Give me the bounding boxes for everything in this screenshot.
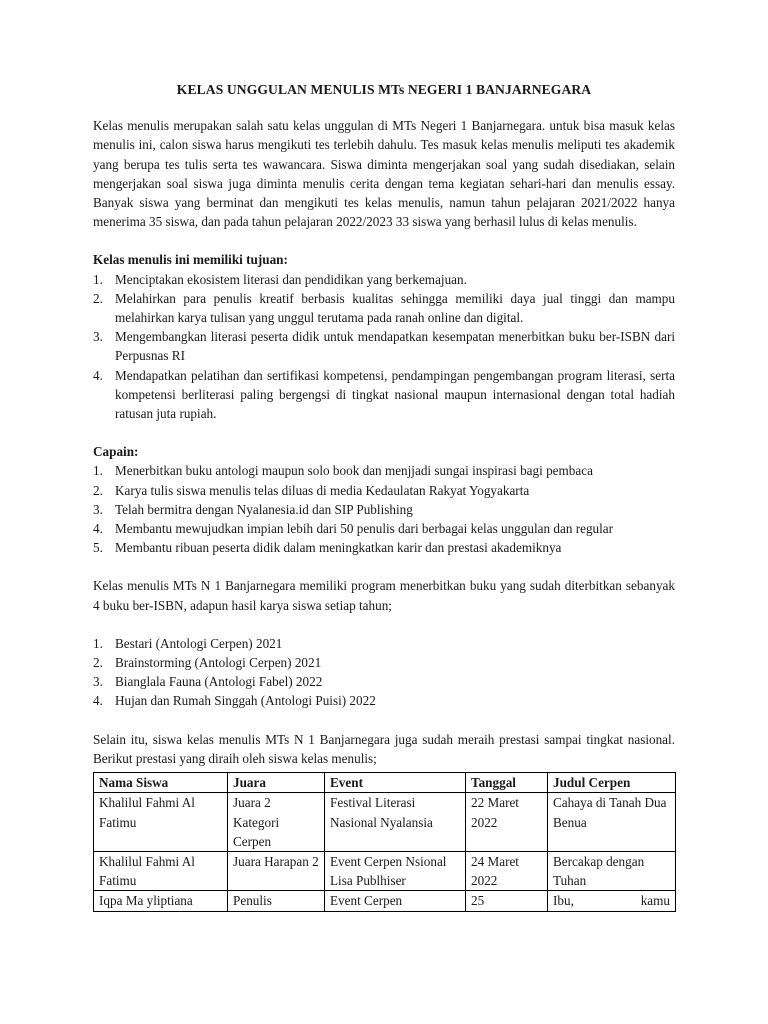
table-header-row [94,773,676,793]
table-cell: Festival Literasi Nasional Nyalansia [325,793,466,852]
capaian-list [93,461,675,557]
table-cell: 22 Maret 2022 [466,793,548,852]
table-row [94,793,676,852]
intro-paragraph: Kelas menulis merupakan salah satu kelas unggulan di MTs Negeri 1 Banjarnegara. untuk bisa masuk kelas menulis ini, calon siswa harus mengikuti tes terlebih dahulu. Tes masuk kelas menulis meliputi tes akademik yang berupa tes tulis serta tes wawancara. Siswa diminta mengerjakan soal yang sudah disediakan, selain mengerjakan soal siswa juga diminta menulis cerita dengan tema kegiatan sehari-hari dan menulis essay. Banyak siswa yang berminat dan mengikuti tes kelas menulis, namun tahun pelajaran 2021/2022 hanya menerima 35 siswa, dan pada tahun pelajaran 2022/2023 33 siswa yang berhasil lulus di kelas menulis. [93,118,675,230]
table-cell: Penulis [228,891,325,911]
list-item: 2. Karya tulis siswa menulis telas diluas di media Kedaulatan Rakyat Yogyakarta [93,482,530,498]
table-cell: 24 Maret 2022 [466,851,548,890]
table-cell: Iqpa Ma yliptiana [94,891,228,911]
list-item: 4. Membantu mewujudkan impian lebih dari 50 penulis dari berbagai kelas unggulan dan regular [93,521,614,537]
column-header: Tanggal [466,773,548,793]
table-cell: Bercakap dengan Tuhan [548,851,676,890]
column-header: Judul Cerpen [548,773,676,793]
column-header: Event [325,773,466,793]
table-cell: Juara 2 Kategori Cerpen [228,793,325,852]
capaian-heading: Capain: [93,444,139,460]
prestasi-table [93,772,676,911]
list-item: 1. Menerbitkan buku antologi maupun solo book dan menjjadi sungai inspirasi bagi pembaca [93,463,593,479]
column-header: Nama Siswa [94,773,228,793]
table-cell: 25 [466,891,548,911]
list-item: 1. Menciptakan ekosistem literasi dan pendidikan yang berkemajuan. [93,271,467,287]
table-cell: Ibu, kamu [548,891,676,911]
table-cell: Cahaya di Tanah Dua Benua [548,793,676,852]
list-item: 2. Melahirkan para penulis kreatif berbasis kualitas sehingga memiliki daya jual tinggi dan mampu melahirkan karya tulisan yang unggul terutama pada ranah online dan digital. [93,290,675,326]
list-item: 4. Mendapatkan pelatihan dan sertifikasi kompetensi, pendampingan pengembangan program literasi, serta kompetensi berliterasi paling bergengsi di tingkat nasional maupun internasional dengan total hadiah ratusan juta rupiah. [93,367,675,422]
table-cell: Event Cerpen Nsional Lisa Publhiser [325,851,466,890]
document-title: KELAS UNGGULAN MENULIS MTs NEGERI 1 BANJARNEGARA [176,82,592,97]
table-cell: Khalilul Fahmi Al Fatimu [94,851,228,890]
list-item: 5. Membantu ribuan peserta didik dalam meningkatkan karir dan prestasi akademiknya [93,540,562,556]
buku-list [93,634,675,711]
list-item: 3. Bianglala Fauna (Antologi Fabel) 2022 [93,674,323,690]
table-row [94,891,676,911]
list-item: 3. Mengembangkan literasi peserta didik untuk mendapatkan kesempatan menerbitkan buku ber-ISBN dari Perpusnas RI [93,329,675,364]
table-cell: Khalilul Fahmi Al Fatimu [94,793,228,852]
table-row [94,851,676,890]
tujuan-list [93,270,675,424]
tujuan-heading: Kelas menulis ini memiliki tujuan: [93,252,288,268]
list-item: 4. Hujan dan Rumah Singgah (Antologi Puisi) 2022 [93,693,376,709]
document-page [93,80,675,912]
table-cell: Event Cerpen [325,891,466,911]
list-item: 2. Brainstorming (Antologi Cerpen) 2021 [93,655,322,671]
list-item: 1. Bestari (Antologi Cerpen) 2021 [93,635,283,651]
list-item: 3. Telah bermitra dengan Nyalanesia.id dan SIP Publishing [93,501,413,517]
column-header: Juara [228,773,325,793]
prestasi-paragraph: Selain itu, siswa kelas menulis MTs N 1 Banjarnegara juga sudah meraih prestasi sampai tingkat nasional. Berikut prestasi yang diraih oleh siswa kelas menulis; [93,731,675,766]
table-cell: Juara Harapan 2 [228,851,325,890]
program-paragraph: Kelas menulis MTs N 1 Banjarnegara memiliki program menerbitkan buku yang sudah diterbitkan sebanyak 4 buku ber-ISBN, adapun hasil karya siswa setiap tahun; [93,578,675,613]
